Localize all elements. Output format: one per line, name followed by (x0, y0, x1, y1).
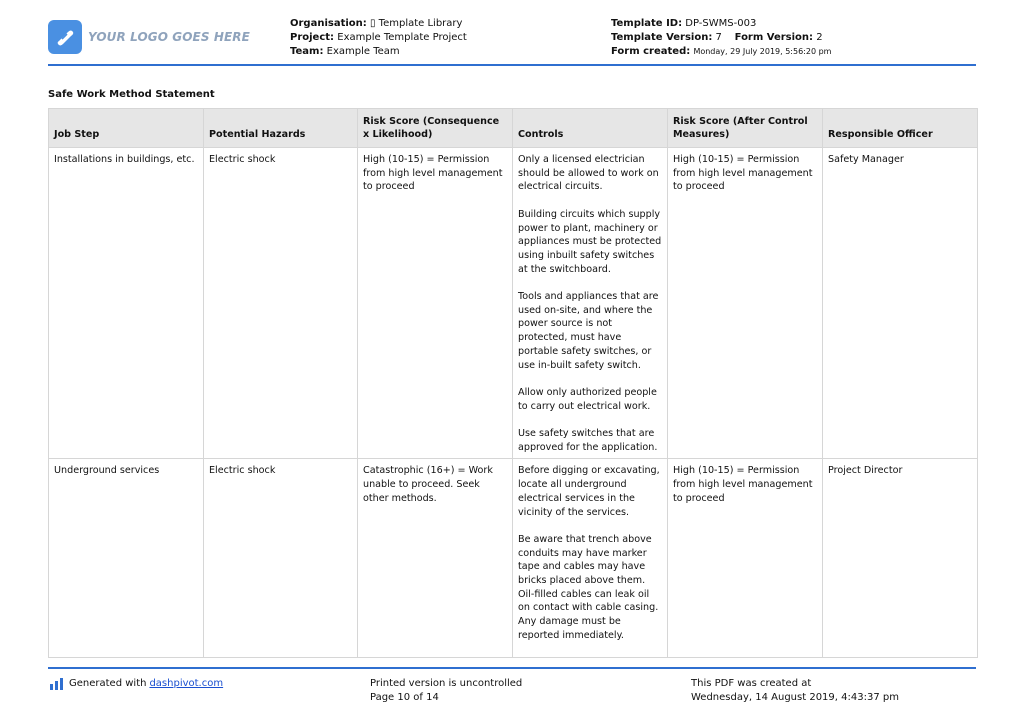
template-version-label: Template Version: (611, 32, 713, 43)
cell-job-step: Underground services (49, 459, 204, 658)
team-label: Team: (290, 46, 324, 57)
cell-risk-score-after: High (10-15) = Permission from high level management to proceed (668, 459, 823, 658)
template-id-label: Template ID: (611, 18, 683, 29)
organisation-label: Organisation: (290, 18, 367, 29)
header-project-info (290, 17, 467, 59)
organisation-value: ▯ Template Library (369, 18, 463, 29)
column-header-responsible-officer: Responsible Officer (823, 109, 978, 148)
pdf-created-info (691, 677, 899, 705)
cell-controls (513, 459, 668, 658)
cell-responsible-officer: Project Director (823, 459, 978, 658)
page-number: Page 10 of 14 (370, 692, 439, 703)
cell-risk-score: Catastrophic (16+) = Work unable to proceed. Seek other methods. (358, 459, 513, 658)
column-header-risk-score: Risk Score (Consequence x Likelihood) (358, 109, 513, 148)
cell-risk-score-after: High (10-15) = Permission from high level management to proceed (668, 148, 823, 459)
generated-with (50, 677, 223, 691)
control-item: Allow only authorized people to carry out electrical work. (518, 386, 657, 412)
control-item: Building circuits which supply power to plant, machinery or appliances must be protected using inbuilt safety switches at the switchboard. (518, 208, 662, 275)
column-header-controls: Controls (513, 109, 668, 148)
control-item: Be aware that trench above conduits may have marker tape and cables may have bricks placed above them. Oil-filled cables can leak oil on contact with cable casing. Any damage must be reported immediately. (518, 533, 659, 641)
cell-hazards: Electric shock (204, 459, 358, 658)
table-row (49, 459, 978, 658)
form-version-value: 2 (816, 32, 823, 43)
form-created-label: Form created: (611, 46, 691, 57)
logo-text: YOUR LOGO GOES HERE (88, 30, 250, 44)
print-notice (370, 677, 522, 705)
logo-icon (48, 20, 82, 54)
form-version-label: Form Version: (734, 32, 814, 43)
cell-job-step: Installations in buildings, etc. (49, 148, 204, 459)
header-template-info (611, 17, 831, 59)
cell-responsible-officer: Safety Manager (823, 148, 978, 459)
pdf-created-timestamp: Wednesday, 14 August 2019, 4:43:37 pm (691, 692, 899, 703)
header-divider (48, 64, 976, 66)
table-row (49, 148, 978, 459)
generated-prefix: Generated with (69, 678, 147, 689)
footer-divider (48, 667, 976, 669)
control-item: Only a licensed electrician should be allowed to work on electrical circuits. (518, 154, 659, 193)
cell-risk-score: High (10-15) = Permission from high level management to proceed (358, 148, 513, 459)
form-created-value: Monday, 29 July 2019, 5:56:20 pm (693, 47, 832, 56)
control-item: Before digging or excavating, locate all underground electrical services in the vicinity of the services. (518, 465, 660, 518)
company-logo (48, 20, 250, 54)
column-header-risk-score-after: Risk Score (After Control Measures) (668, 109, 823, 148)
swms-table (48, 108, 978, 658)
cell-hazards: Electric shock (204, 148, 358, 459)
team-value: Example Team (326, 46, 400, 57)
pdf-created-label: This PDF was created at (691, 678, 812, 689)
table-header-row (49, 109, 978, 148)
template-id-value: DP-SWMS-003 (685, 18, 757, 29)
project-value: Example Template Project (337, 32, 467, 43)
cell-controls (513, 148, 668, 459)
printed-notice: Printed version is uncontrolled (370, 678, 523, 689)
section-title: Safe Work Method Statement (48, 89, 215, 100)
control-item: Tools and appliances that are used on-site, and where the power source is not protected, must have portable safety switches, or use in-built safety switch. (518, 291, 659, 371)
dashpivot-link[interactable]: dashpivot.com (149, 678, 224, 689)
dashpivot-icon (50, 678, 63, 690)
control-item: Use safety switches that are approved for the application. (518, 428, 658, 453)
column-header-job-step: Job Step (49, 109, 204, 148)
column-header-potential-hazards: Potential Hazards (204, 109, 358, 148)
project-label: Project: (290, 32, 335, 43)
template-version-value: 7 (715, 32, 722, 43)
